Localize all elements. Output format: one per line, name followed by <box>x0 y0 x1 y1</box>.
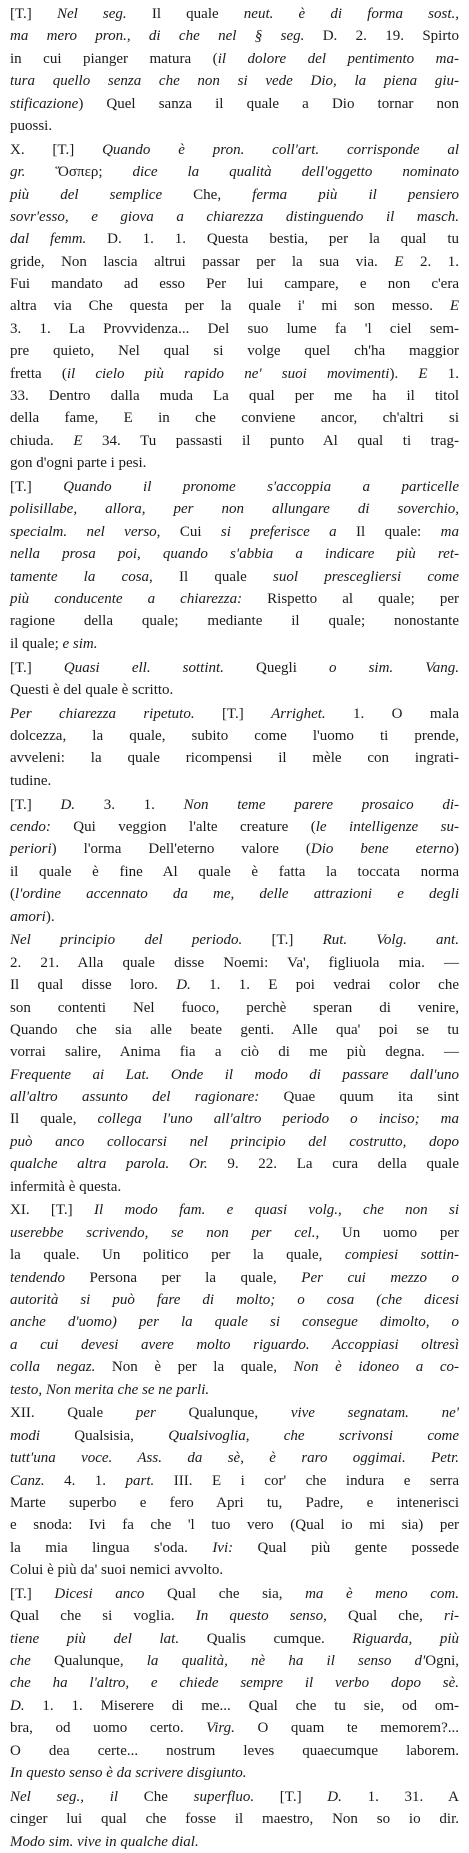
text-line <box>10 48 459 70</box>
italic-run: il dolore del pentimento ma- <box>217 50 459 67</box>
text-line <box>10 184 459 206</box>
italic-run: E <box>449 298 459 315</box>
text-line <box>10 93 459 115</box>
text-line <box>10 1244 459 1266</box>
italic-run: collega l'uno all'altro periodo o inciso; ma <box>97 1111 459 1128</box>
roman-run: Marte superbo e fero Apri tu, Padre, e intenerisci <box>10 1494 459 1511</box>
text-line <box>10 206 459 228</box>
roman-run: Qual che sia, <box>144 1585 306 1602</box>
italic-run: gr. <box>10 164 26 181</box>
italic-run: autorità si può fare di molto; o cosa (che dicesi <box>10 1292 459 1308</box>
roman-run: 1. O mala <box>325 705 460 722</box>
entry-paragraph-p7 <box>10 929 459 1198</box>
text-line <box>10 251 459 273</box>
text-line <box>10 1786 459 1808</box>
italic-run: part. <box>125 1472 155 1489</box>
roman-run: ) Quel sanza il quale a Dio tornar non <box>78 95 459 112</box>
text-line <box>10 816 459 838</box>
text-line <box>10 1064 459 1086</box>
italic-run: Modo sim. vive in qualche dial. <box>10 1833 199 1850</box>
italic-run: Frequente ai Lat. Onde il modo di passare dall'uno <box>10 1066 459 1083</box>
italic-run: più del semplice <box>10 186 163 203</box>
text-line <box>10 115 459 137</box>
italic-run: colla negaz. <box>10 1359 96 1376</box>
text-line <box>10 1086 459 1108</box>
italic-run: Virg. <box>206 1720 235 1737</box>
italic-run: a cui devesi avere molto riguardo. Accoppiasi oltresì <box>10 1336 459 1353</box>
roman-run: infermità è questa. <box>10 1178 122 1195</box>
text-line <box>10 1740 459 1762</box>
text-line <box>10 1199 459 1221</box>
text-line <box>10 1108 459 1130</box>
roman-run: Colui è più da' suoi nemici avvolto. <box>10 1562 224 1579</box>
text-line <box>10 610 459 632</box>
roman-run: Cui <box>160 523 221 540</box>
entry-paragraph-p1 <box>10 3 459 137</box>
italic-run: il cielo più rapido ne' suoi movimenti <box>66 365 390 382</box>
roman-run: X. [T.] <box>10 141 103 158</box>
italic-run: E <box>73 432 83 449</box>
italic-run: nella prosa poi, quando s'abbia a indicare più ret- <box>10 546 459 563</box>
roman-run: vorrai salire, Anima fia a ciò di me più degna. — <box>10 1044 459 1061</box>
italic-run: anche d'uomo) per la quale si consegue dimolto, o <box>10 1314 459 1331</box>
italic-run: più conducente a chiarezza: <box>10 590 243 607</box>
roman-run: [T.] <box>10 659 64 676</box>
italic-run: E <box>418 365 428 382</box>
italic-run: periori <box>10 841 52 858</box>
italic-run: tutt'una voce. Ass. da sè, è raro oggimai. Petr. <box>10 1450 459 1467</box>
italic-run: E <box>394 253 404 270</box>
roman-run: la quale. Un politico per la quale, <box>10 1247 345 1264</box>
text-line <box>10 1402 459 1424</box>
italic-run: Per chiarezza ripetuto. <box>10 705 195 722</box>
text-line <box>10 498 459 520</box>
roman-run: Che, <box>162 186 253 203</box>
text-line <box>10 318 459 340</box>
roman-run: [T.] <box>10 796 61 813</box>
text-line <box>10 679 459 701</box>
italic-run: qualche altra parola. Or. <box>10 1156 208 1173</box>
text-line <box>10 1131 459 1153</box>
entry-paragraph-p2 <box>10 139 459 475</box>
roman-run: 3. 1. La Provvidenza... Del suo lume fa 'l ciel sem- <box>10 320 459 337</box>
text-line <box>10 1717 459 1739</box>
roman-run: pre quieto, Nel qual si volge quel ch'ha maggior <box>10 343 459 360</box>
text-line <box>10 1831 459 1853</box>
italic-run: D. <box>60 796 76 813</box>
roman-run: ) <box>454 841 460 858</box>
text-line <box>10 70 459 92</box>
roman-run: cinger lui qual che fosse il maestro, Non so io dir. <box>10 1811 459 1828</box>
italic-run: dice la qualità dell'oggetto nominato <box>132 164 459 181</box>
roman-run: Non è per la quale, <box>95 1359 294 1376</box>
italic-run: Nel principio del periodo. <box>10 932 243 949</box>
text-line <box>10 952 459 974</box>
italic-run: Quando è pron. coll'art. corrisponde al <box>102 141 460 158</box>
roman-run: 4. 1. <box>44 1472 126 1489</box>
text-line <box>10 452 459 474</box>
italic-run: Non è idoneo a co- <box>293 1359 460 1376</box>
text-line <box>10 1222 459 1244</box>
italic-run: userebbe scrivendo, se non per cel., <box>10 1224 320 1241</box>
text-line <box>10 295 459 317</box>
italic-run: neut. è di forma sost., <box>243 6 459 22</box>
roman-run: [T.] <box>254 1788 328 1805</box>
text-line <box>10 1492 459 1514</box>
roman-run: ). <box>389 365 419 382</box>
roman-run: Il quale, <box>10 1111 98 1128</box>
italic-run: cendo: <box>10 819 51 836</box>
text-line <box>10 838 459 860</box>
text-line <box>10 521 459 543</box>
italic-run: Il modo fam. e quasi volg., che non si <box>93 1202 459 1219</box>
entry-paragraph-p9 <box>10 1402 459 1581</box>
roman-run: 1. 31. A <box>341 1788 459 1805</box>
italic-run: o sim. Vang. <box>328 659 460 676</box>
roman-run: Qui veggion l'alte creature ( <box>50 819 316 836</box>
italic-run: per <box>135 1405 156 1422</box>
italic-run: D. <box>176 977 191 994</box>
text-line <box>10 1311 459 1333</box>
text-line <box>10 588 459 610</box>
text-line <box>10 1514 459 1536</box>
roman-run: son contenti Nel fuoco, perchè speran di venire, <box>10 999 459 1016</box>
italic-run: Non teme parere prosaico di- <box>183 796 459 813</box>
text-line <box>10 1762 459 1784</box>
text-line <box>10 725 459 747</box>
roman-run: in cui pianger matura ( <box>10 50 218 67</box>
text-line <box>10 430 459 452</box>
text-line <box>10 974 459 996</box>
roman-run: XI. [T.] <box>10 1202 94 1219</box>
text-line <box>10 1289 459 1311</box>
roman-run: gon d'ogni parte i pesi. <box>10 455 147 472</box>
italic-run: Dio bene eterno <box>310 841 455 858</box>
text-line <box>10 1356 459 1378</box>
text-line <box>10 25 459 47</box>
entry-paragraph-p10 <box>10 1583 459 1785</box>
text-line <box>10 1447 459 1469</box>
text-line <box>10 476 459 498</box>
roman-run: D. 1. 1. Questa bestia, per la qual tu <box>86 231 459 248</box>
text-line <box>10 3 459 25</box>
entry-paragraph-p4 <box>10 657 459 702</box>
entry-paragraph-p3 <box>10 476 459 655</box>
italic-run: Ivi: <box>212 1539 234 1556</box>
text-line <box>10 1650 459 1672</box>
text-line <box>10 997 459 1019</box>
roman-run: O quam te memorem?... <box>234 1720 459 1737</box>
entry-paragraph-p5 <box>10 703 459 793</box>
text-line <box>10 228 459 250</box>
text-line <box>10 273 459 295</box>
italic-run: compiesi sottin- <box>344 1247 460 1264</box>
italic-run: superfluo. <box>193 1788 255 1805</box>
roman-run: 1. 1. Miserere di me... Qual che tu sie, od om- <box>24 1697 459 1714</box>
roman-run: Che <box>118 1788 194 1805</box>
roman-run: 2. 1. <box>403 253 459 270</box>
roman-run: Il quale: <box>336 523 441 540</box>
roman-run: 1. 1. E poi vedrai color che <box>190 977 459 994</box>
italic-run: all'altro assunto del ragionare: <box>10 1089 260 1106</box>
entry-paragraph-p11 <box>10 1786 459 1853</box>
roman-run: 3. 1. <box>75 796 184 813</box>
italic-run: tendendo <box>10 1269 65 1286</box>
roman-run: chiuda. <box>10 432 74 449</box>
roman-run: Rispetto al quale; per <box>242 590 459 607</box>
roman-run: ). <box>45 908 55 925</box>
text-line <box>10 407 459 429</box>
roman-run: altra via Che questa per la quale i' mi son messo. <box>10 298 450 315</box>
italic-run: che ha l'altro, e chiede sempre il verbo dopo sè. <box>10 1675 459 1692</box>
text-line <box>10 1041 459 1063</box>
italic-run: si preferisce a <box>220 523 337 540</box>
italic-run: Qualsivoglia, che scrivonsi come <box>168 1427 460 1444</box>
roman-run: della fame, E in che conviene ancor, ch'altri si <box>10 410 459 427</box>
roman-run: [T.] <box>10 1585 55 1602</box>
text-line <box>10 657 459 679</box>
roman-run: il quale è fine Al quale è fatta la toccata norma <box>10 863 459 880</box>
roman-run: Qualsisia, <box>40 1427 169 1444</box>
roman-run: la mia lingua s'oda. <box>10 1539 213 1556</box>
italic-run: che <box>10 1653 31 1670</box>
italic-run: ma <box>440 523 459 540</box>
italic-run: ma mero pron., di che nel § seg. <box>10 28 305 45</box>
italic-run: modi <box>10 1427 40 1444</box>
text-line <box>10 770 459 792</box>
italic-run: tiene più del lat. <box>10 1630 180 1647</box>
text-line <box>10 139 459 161</box>
italic-run: Nel seg. <box>56 6 127 22</box>
roman-run: Questi è del quale è scritto. <box>10 681 174 698</box>
text-line <box>10 906 459 928</box>
roman-run: 33. Dentro dalla muda La qual per me ha il titol <box>10 388 459 405</box>
text-line <box>10 1470 459 1492</box>
roman-run: [T.] <box>10 6 57 22</box>
italic-run: la qualità, nè ha il senso d' <box>146 1653 426 1670</box>
text-line <box>10 1583 459 1605</box>
italic-run: stificazione <box>10 95 79 112</box>
roman-run: Quando che sia alle beate genti. Alle qua' poi se tu <box>10 1021 459 1038</box>
roman-run: Qualunque, <box>155 1405 291 1422</box>
roman-run: Ὅσπερ; <box>25 164 133 181</box>
roman-run: Un uomo per <box>319 1224 459 1241</box>
roman-run: Qual che, <box>326 1608 444 1625</box>
roman-run: puossi. <box>10 117 53 134</box>
roman-run: [T.] <box>242 932 323 949</box>
italic-run: In questo senso è da scrivere disgiunto. <box>10 1764 247 1781</box>
roman-run: Fui mandato ad esso Per lui campare, e non c'era <box>10 276 459 293</box>
italic-run: In questo senso, <box>195 1608 327 1625</box>
roman-run: Qualunque, <box>30 1653 147 1670</box>
roman-run: Persona per la quale, <box>64 1269 302 1286</box>
text-line <box>10 566 459 588</box>
roman-run: avveleni: la quale ricompensi il mèle con ingrati- <box>10 750 459 767</box>
roman-run: Il quale <box>126 6 244 22</box>
italic-run: tura quello senza che non si vede Dio, la piena giu- <box>10 73 459 90</box>
text-line <box>10 1379 459 1401</box>
roman-run: Quae quum ita sint <box>259 1089 460 1106</box>
text-line <box>10 929 459 951</box>
text-line <box>10 1334 459 1356</box>
roman-run: III. E i cor' che indura e serra <box>154 1472 460 1489</box>
roman-run: Quegli <box>223 659 329 676</box>
italic-run: Dicesi anco <box>54 1585 145 1602</box>
italic-run: tamente la cosa <box>10 568 150 585</box>
text-line <box>10 385 459 407</box>
roman-run: Qualis cumque. <box>179 1630 353 1647</box>
text-line <box>10 161 459 183</box>
roman-run: Ogni, <box>425 1653 459 1670</box>
italic-run: suol prescegliersi come <box>273 568 459 585</box>
roman-run: O dea certe... nostrum leves quaecumque laborem. <box>10 1742 459 1759</box>
text-line <box>10 1672 459 1694</box>
roman-run: ) l'orma Dell'eterno valore ( <box>51 841 311 858</box>
roman-run: e snoda: Ivi fa che 'l tuo vero (Qual io mi sia) per <box>10 1517 459 1534</box>
italic-run: sovr'esso, e giova a chiarezza distinguendo il masch. <box>10 208 459 225</box>
text-line <box>10 1808 459 1830</box>
italic-run: le intelligenze su- <box>315 819 459 836</box>
text-line <box>10 1605 459 1627</box>
italic-run: può anco collocarsi nel principio del costrutto, dopo <box>10 1133 459 1150</box>
text-line <box>10 883 459 905</box>
roman-run: [T.] <box>194 705 272 722</box>
italic-run: vive segnatam. ne' <box>290 1405 459 1422</box>
text-line <box>10 1267 459 1289</box>
text-line <box>10 1537 459 1559</box>
roman-run: bra, od uomo certo. <box>10 1720 207 1737</box>
text-line <box>10 1425 459 1447</box>
italic-run: ferma più il pensiero <box>252 186 459 203</box>
italic-run: e sim. <box>62 635 98 652</box>
italic-run: Quasi ell. sottint. <box>63 659 224 676</box>
italic-run: Nel seg., il <box>10 1788 119 1805</box>
text-line <box>10 1628 459 1650</box>
roman-run: 34. Tu passasti il punto Al qual ti trag- <box>82 432 460 449</box>
roman-run: fretta ( <box>10 365 67 382</box>
roman-run: 1. <box>427 365 460 382</box>
text-line <box>10 1176 459 1198</box>
italic-run: testo, Non merita che se ne parli. <box>10 1381 210 1398</box>
text-line <box>10 794 459 816</box>
entry-paragraph-p6 <box>10 794 459 928</box>
italic-run: Arrighet. <box>271 705 326 722</box>
roman-run: ( <box>10 886 15 903</box>
text-line <box>10 747 459 769</box>
text-line <box>10 703 459 725</box>
text-line <box>10 1019 459 1041</box>
italic-run: D. <box>10 1697 25 1714</box>
text-line <box>10 1153 459 1175</box>
italic-run: specialm. nel verso, <box>10 523 161 540</box>
italic-run: amori <box>10 908 46 925</box>
roman-run: tudine. <box>10 772 52 789</box>
text-line <box>10 633 459 655</box>
roman-run: ragione della quale; mediante il quale; nonostante <box>10 613 459 630</box>
text-line <box>10 340 459 362</box>
italic-run: Per cui mezzo o <box>301 1269 460 1286</box>
roman-run: Qual più gente possede <box>233 1539 459 1556</box>
text-line <box>10 363 459 385</box>
roman-run: XII. Quale <box>10 1405 136 1422</box>
text-line <box>10 543 459 565</box>
italic-run: Canz. <box>10 1472 45 1489</box>
roman-run: dolcezza, la quale, subito come l'uomo ti prende, <box>10 728 459 745</box>
roman-run: il quale; <box>10 635 63 652</box>
text-line <box>10 1695 459 1717</box>
text-line <box>10 861 459 883</box>
italic-run: ma è meno com. <box>305 1585 459 1602</box>
roman-run: D. 2. 19. Spirto <box>304 28 459 45</box>
italic-run: Rut. Volg. ant. <box>322 932 459 949</box>
roman-run: Il qual disse loro. <box>10 977 177 994</box>
roman-run: gride, Non lascia altrui passar per la sua via. <box>10 253 395 270</box>
italic-run: dal femm. <box>10 231 87 248</box>
roman-run: 9. 22. La cura della quale <box>207 1156 459 1173</box>
text-line <box>10 1559 459 1581</box>
roman-run: Qual che si voglia. <box>10 1608 196 1625</box>
italic-run: ri- <box>443 1608 459 1625</box>
italic-run: Riguarda, più <box>352 1630 460 1647</box>
italic-run: l'ordine accennato da me, delle attrazioni e degli <box>15 886 459 903</box>
italic-run: D. <box>327 1788 342 1805</box>
entry-paragraph-p8 <box>10 1199 459 1401</box>
italic-run: Quando il pronome s'accoppia a particelle <box>63 478 459 495</box>
italic-run: polisillabe, allora, per non allungare di soverchio, <box>10 501 459 518</box>
roman-run: 2. 21. Alla quale disse Noemi: Va', figliuola mia. — <box>10 954 459 971</box>
roman-run: [T.] <box>10 478 64 495</box>
roman-run: , Il quale <box>149 568 274 585</box>
